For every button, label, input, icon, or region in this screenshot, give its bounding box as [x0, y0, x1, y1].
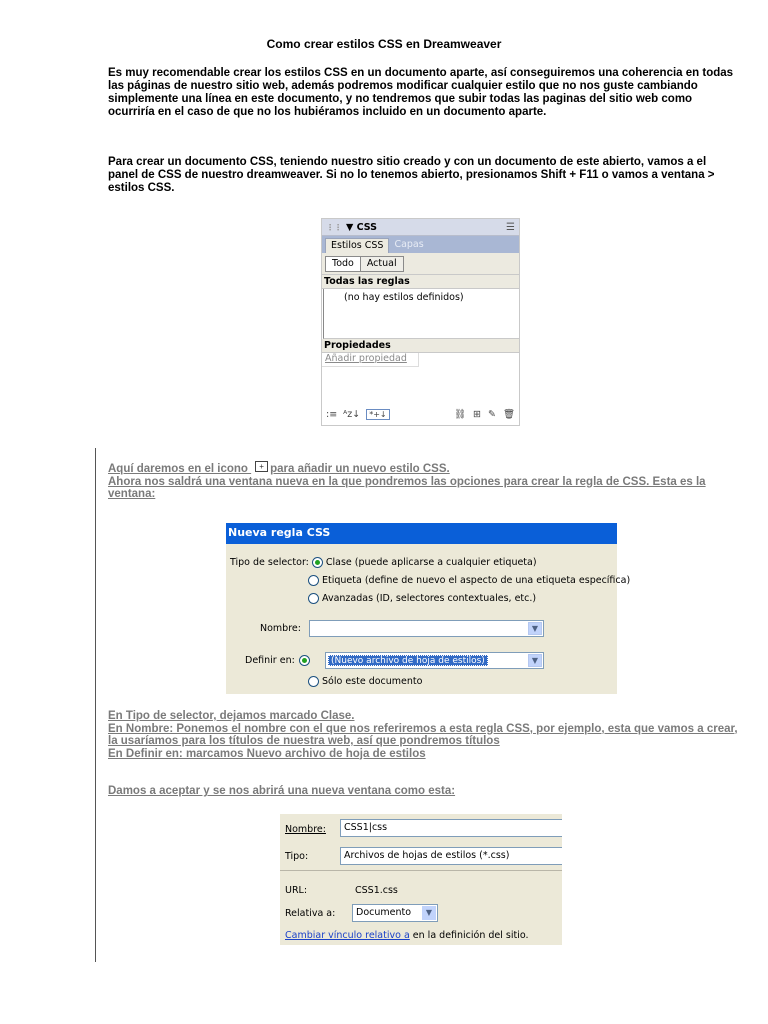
properties-header: Propiedades	[322, 339, 519, 353]
relative-label: Relativa a:	[285, 908, 336, 919]
section-accept	[108, 785, 738, 798]
section-new-rule-text	[108, 461, 738, 501]
css-panel-tabs	[322, 236, 519, 253]
panel-menu-icon: ☰	[506, 221, 515, 233]
file-name-label: Nombre:	[285, 824, 326, 835]
relative-value: Documento	[356, 907, 412, 918]
save-stylesheet-dialog	[280, 814, 562, 945]
explain-define: En Definir en: marcamos Nuevo archivo de hoja de estilos	[108, 747, 426, 760]
relative-select	[352, 904, 438, 922]
file-name-field: CSS1|css	[340, 819, 562, 837]
css-panel-title: ▼ CSS	[346, 221, 378, 233]
icon-instruction-text-end: para añadir un nuevo estilo CSS.	[270, 463, 450, 475]
page-title: Como crear estilos CSS en Dreamweaver	[266, 37, 502, 51]
chevron-down-icon: ▼	[422, 906, 436, 920]
name-select	[309, 620, 544, 637]
url-label: URL:	[285, 885, 308, 896]
name-label: Nombre:	[260, 623, 301, 634]
rules-header: Todas las reglas	[322, 275, 519, 289]
margin-line	[95, 448, 96, 962]
edit-style-icon: ✎	[487, 408, 496, 420]
css-panel-screenshot	[321, 218, 520, 426]
only-doc-label: Sólo este documento	[322, 676, 423, 687]
divider	[280, 870, 562, 871]
change-link-rest: en la definición del sitio.	[409, 930, 529, 941]
url-value: CSS1.css	[355, 885, 398, 896]
chevron-down-icon: ▼	[528, 622, 542, 635]
rules-list	[323, 289, 519, 339]
advanced-radio	[308, 593, 319, 604]
class-option-label: Clase (puede aplicarse a cualquier etiqueta)	[325, 557, 537, 568]
tab-estilos-css: Estilos CSS	[325, 238, 389, 253]
define-in-label: Definir en:	[245, 655, 295, 666]
tab-capas: Capas	[394, 239, 424, 250]
explain-selector: En Tipo de selector, dejamos marcado Clase.	[108, 710, 355, 722]
az-sort-icon: ᴬz↓	[343, 408, 361, 420]
no-styles-text: (no hay estilos definidos)	[344, 292, 464, 303]
define-in-select	[325, 652, 544, 669]
advanced-option-label: Avanzadas (ID, selectores contextuales, etc.)	[322, 593, 537, 604]
file-type-label: Tipo:	[285, 851, 309, 862]
window-intro-text: Ahora nos saldrá una ventana nueva en la que pondremos las opciones para crear la regla de CSS. Esta es la ventana:	[108, 475, 706, 500]
class-radio	[312, 557, 323, 568]
change-relative-link: Cambiar vínculo relativo a	[285, 930, 410, 941]
category-view-icon: :≡	[326, 408, 338, 420]
current-button: Actual	[360, 256, 404, 272]
all-button: Todo	[325, 256, 361, 272]
attach-stylesheet-icon: ⛓	[453, 408, 466, 420]
name-label-row	[260, 623, 301, 634]
set-properties-icon: *+↓	[366, 409, 389, 420]
change-link-row	[285, 930, 529, 941]
accept-text: Damos a aceptar y se nos abrirá una nueva ventana como esta:	[108, 785, 456, 797]
section-explanation	[108, 710, 738, 760]
new-file-radio	[299, 655, 310, 666]
advanced-option-row	[308, 593, 536, 604]
define-in-row	[245, 655, 313, 666]
new-css-rule-icon: ⊞	[473, 408, 481, 420]
chevron-down-icon: ▼	[528, 654, 542, 667]
icon-instruction-text: Aquí daremos en el icono	[108, 463, 252, 475]
new-css-rule-dialog	[226, 523, 631, 694]
new-css-rule-icon: +	[255, 461, 268, 472]
intro-paragraph: Es muy recomendable crear los estilos CSS en un documento aparte, así conseguiremos una coherencia en todas las páginas de nuestro sitio web, además podremos modificar cualquier estilo que no nos guste cambiando simplemente una línea en este documento, y no tendremos que subir todas las paginas del sitio web como ocurriría en el caso de que no los hubiéramos incluido en un documento aparte.	[108, 67, 734, 118]
grip-icon: ⋮⋮	[326, 222, 342, 232]
only-doc-radio	[308, 676, 319, 687]
selector-type-row	[230, 557, 537, 568]
instructions-paragraph: Para crear un documento CSS, teniendo nuestro sitio creado y con un documento de este abierto, vamos a el panel de CSS de nuestro dreamweaver. Si no lo tenemos abierto, presionamos Shift + F11 o vamos a ventana > estilos CSS.	[108, 156, 715, 194]
view-toggle	[322, 253, 519, 275]
define-in-value: (Nuevo archivo de hoja de estilos)	[328, 655, 488, 666]
tag-option-row	[308, 575, 630, 586]
explain-name: En Nombre: Ponemos el nombre con el que nos referiremos a esta regla CSS, por ejemplo, esta que vamos a crear, la usaríamos para los títulos de nuestra web, así que pondremos títulos	[108, 722, 738, 747]
only-doc-row	[308, 676, 422, 687]
dialog-title: Nueva regla CSS	[226, 523, 617, 544]
css-panel-toolbar	[322, 403, 519, 425]
file-type-field: Archivos de hojas de estilos (*.css)	[340, 847, 562, 865]
css-panel-header	[322, 219, 519, 236]
tag-radio	[308, 575, 319, 586]
add-property-link: Añadir propiedad	[322, 353, 419, 367]
tag-option-label: Etiqueta (define de nuevo el aspecto de una etiqueta específica)	[322, 575, 631, 586]
selector-type-label: Tipo de selector:	[230, 557, 309, 568]
trash-icon: 🗑	[502, 408, 515, 420]
